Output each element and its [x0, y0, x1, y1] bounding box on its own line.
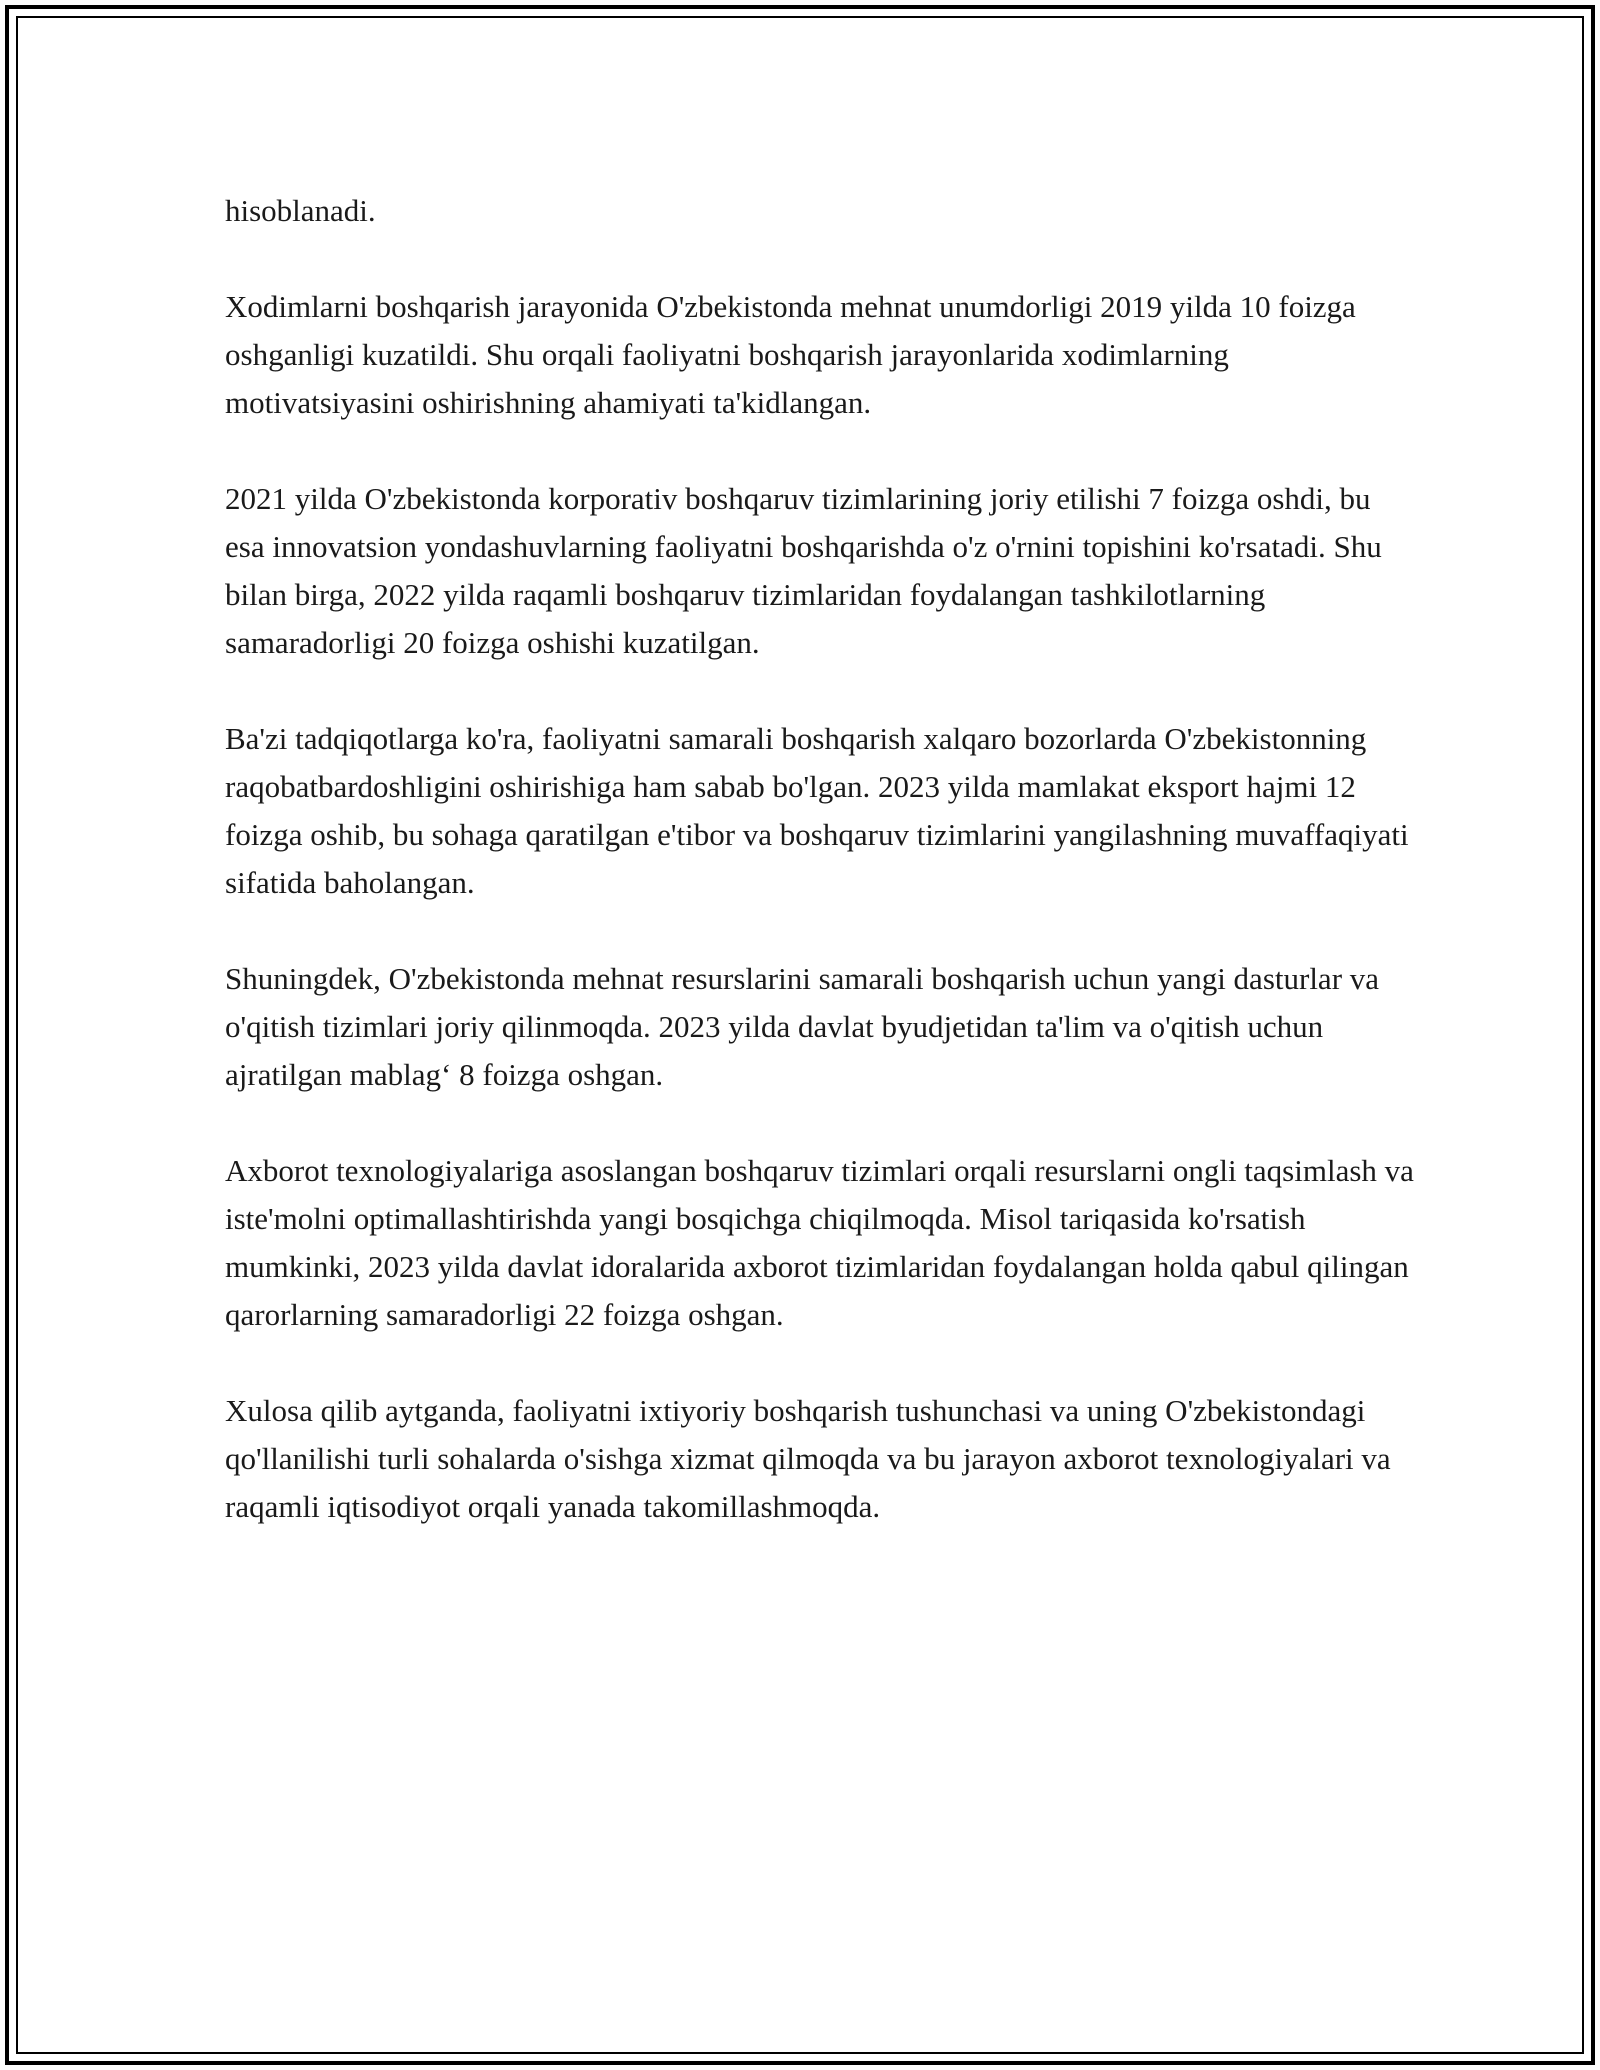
paragraph-training-programs: Shuningdek, O'zbekistonda mehnat resurslarini samarali boshqarish uchun yangi dasturlar va o'qitish tizimlari joriy qilinmoqda. 2023 yilda davlat byudjetidan ta'lim va o'qitish uchun ajratilgan mablag‘ 8 foizga oshgan. [225, 961, 1380, 1092]
paragraph-competitiveness: Ba'zi tadqiqotlarga ko'ra, faoliyatni samarali boshqarish xalqaro bozorlarda O'zbekistonning raqobatbardoshligini oshirishiga ham sabab bo'lgan. 2023 yilda mamlakat eksport hajmi 12 foizga oshib, bu sohaga qaratilgan e'tibor va boshqaruv tizimlarini yangilashning muvaffaqiyati sifatida baholangan. [225, 721, 1409, 900]
document-body [225, 187, 1415, 1579]
paragraph-information-technology: Axborot texnologiyalariga asoslangan boshqaruv tizimlari orqali resurslarni ongli taqsimlash va iste'molni optimallashtirishda yangi bosqichga chiqilmoqda. Misol tariqasida ko'rsatish mumkinki, 2023 yilda davlat idoralarida axborot tizimlaridan foydalangan holda qabul qilingan qarorlarning samaradorligi 22 foizga oshgan. [225, 1153, 1414, 1332]
paragraph-labor-productivity: Xodimlarni boshqarish jarayonida O'zbekistonda mehnat unumdorligi 2019 yilda 10 foizga oshganligi kuzatildi. Shu orqali faoliyatni boshqarish jarayonlarida xodimlarning motivatsiyasini oshirishning ahamiyati ta'kidlangan. [225, 289, 1356, 420]
paragraph-conclusion: Xulosa qilib aytganda, faoliyatni ixtiyoriy boshqarish tushunchasi va uning O'zbekistondagi qo'llanilishi turli sohalarda o'sishga xizmat qilmoqda va bu jarayon axborot texnologiyalari va raqamli iqtisodiyot orqali yanada takomillashmoqda. [225, 1393, 1391, 1524]
paragraph-corporate-governance: 2021 yilda O'zbekistonda korporativ boshqaruv tizimlarining joriy etilishi 7 foizga oshdi, bu esa innovatsion yondashuvlarning faoliyatni boshqarishda o'z o'rnini topishini ko'rsatadi. Shu bilan birga, 2022 yilda raqamli boshqaruv tizimlaridan foydalangan tashkilotlarning samaradorligi 20 foizga oshishi kuzatilgan. [225, 481, 1382, 660]
paragraph-continuation: hisoblanadi. [225, 193, 376, 228]
